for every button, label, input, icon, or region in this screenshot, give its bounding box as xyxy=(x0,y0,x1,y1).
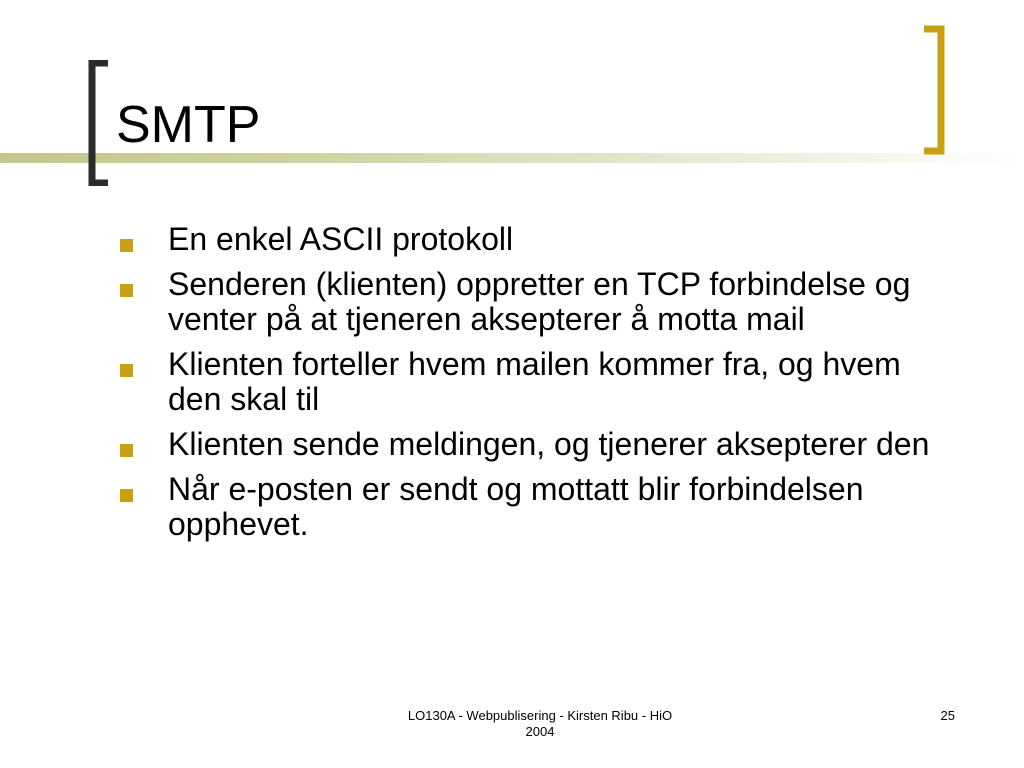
footer-text xyxy=(380,708,700,740)
footer-line-2: 2004 xyxy=(525,724,555,739)
square-bullet-icon xyxy=(120,364,133,377)
bullet-text: Klienten forteller hvem mailen kommer fra, og hvem den skal til xyxy=(168,346,901,417)
bullet-list xyxy=(118,222,938,552)
square-bullet-icon xyxy=(120,284,133,297)
square-bullet-icon xyxy=(120,444,133,457)
bullet-text: En enkel ASCII protokoll xyxy=(168,221,514,257)
bullet-item xyxy=(118,347,938,417)
square-bullet-icon xyxy=(120,489,133,502)
footer-line-1: LO130A - Webpublisering - Kirsten Ribu - HiO xyxy=(407,708,673,723)
bullet-item xyxy=(118,222,938,257)
bullet-item xyxy=(118,427,938,462)
bullet-text: Senderen (klienten) oppretter en TCP forbindelse og venter på at tjeneren aksepterer å motta mail xyxy=(168,266,911,337)
bullet-text: Klienten sende meldingen, og tjenerer aksepterer den xyxy=(168,426,930,462)
square-bullet-icon xyxy=(120,239,133,252)
bullet-item xyxy=(118,472,938,542)
right-bracket-icon xyxy=(922,25,946,155)
slide-title: SMTP xyxy=(116,96,261,154)
bullet-item xyxy=(118,267,938,337)
bullet-text: Når e-posten er sendt og mottatt blir forbindelsen opphevet. xyxy=(168,471,864,542)
left-bracket-icon xyxy=(88,60,110,186)
page-number: 25 xyxy=(940,708,955,723)
